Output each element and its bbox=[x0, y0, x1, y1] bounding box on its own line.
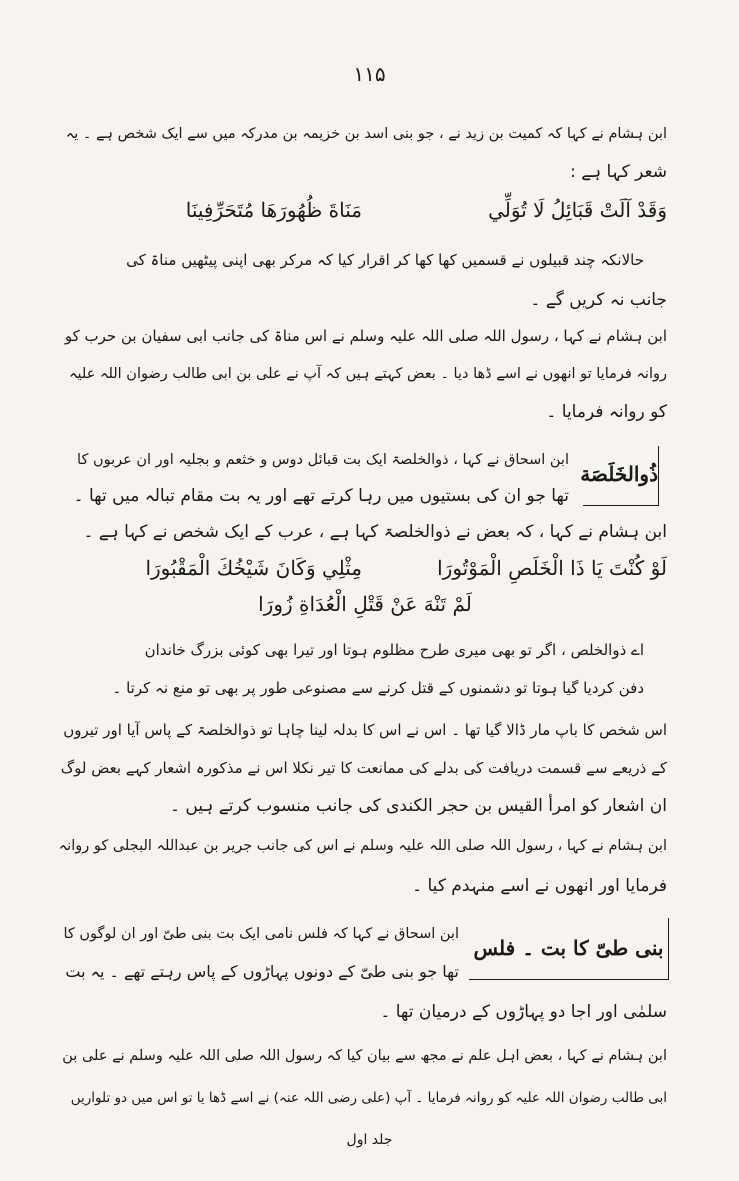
page-number: ۱۱۵ bbox=[353, 62, 386, 86]
text-line: روانہ فرمایا تو انھوں نے اسے ڈھا دیا ۔ بعض کہتے ہیں کہ آپ نے علی بن ابی طالب رضوان اللہ علیہ bbox=[69, 366, 667, 382]
verse-left: مَنَاةَ ظُهُورَهَا مُتَحَرِّفِينَا bbox=[185, 198, 362, 222]
text-line: تھا جو بنی طیّ کے دونوں پہاڑوں کے پاس رہتے تھے ۔ یہ بت bbox=[65, 962, 459, 981]
text-line: شعر کہا ہے : bbox=[570, 162, 667, 182]
text-line: ابن ہشام نے کہا ، کہ بعض نے ذوالخلصۃ کہا ہے ، عرب کے ایک شخص نے کہا ہے ۔ bbox=[83, 522, 667, 542]
side-heading-dhul-khalasa: ذُوالخَلَصَة bbox=[583, 446, 659, 506]
side-heading-bani-tay-idol: بنی طیّ کا بت ۔ فلس bbox=[469, 918, 669, 980]
text-line: ابن ہشام نے کہا ، رسول اللہ صلی اللہ علیہ وسلم نے اس مناۃ کی جانب ابی سفیان بن حرب کو bbox=[64, 327, 667, 345]
text-line: کے ذریعے سے قسمت دریافت کی بدلے کی ممانعت کا تیر نکلا اس نے مذکورہ اشعار کہے بعض لوگ bbox=[60, 759, 667, 777]
text-line: ان اشعار کو امرأ القیس بن حجر الکندی کی جانب منسوب کرتے ہیں ۔ bbox=[169, 796, 667, 816]
text-line: ابن ہشام نے کہا کہ کمیت بن زید نے ، جو بنی اسد بن خزیمہ بن مدرکہ میں سے ایک شخص ہے ۔ یہ bbox=[65, 126, 667, 142]
text-line: ابن اسحاق نے کہا ، ذوالخلصۃ ایک بت قبائل دوس و خثعم و بجلیہ اور ان عربوں کا bbox=[77, 452, 569, 468]
text-line: تھا جو ان کی بستیوں میں رہا کرتے تھے اور یہ بت مقام تبالہ میں تھا ۔ bbox=[73, 486, 569, 506]
text-line: ابن ہشام نے کہا ، رسول اللہ صلی اللہ علیہ وسلم نے اس کی جانب جریر بن عبداللہ البجلی کو روانہ bbox=[58, 838, 667, 854]
text-line: حالانکہ چند قبیلوں نے قسمیں کھا کھا کر اقرار کیا کہ مرکر بھی اپنی پیٹھیں مناۃ کی bbox=[126, 251, 644, 269]
text-line: دفن کردیا گیا ہوتا تو دشمنوں کے قتل کرنے سے مصنوعی طور پر بھی تو منع نہ کرتا ۔ bbox=[112, 679, 644, 697]
text-line: جانب نہ کریں گے ۔ bbox=[530, 290, 667, 310]
text-line: فرمایا اور انھوں نے اسے منہدم کیا ۔ bbox=[412, 876, 667, 896]
verse-left: مِثْلِي وَكَانَ شَيْخُكَ الْمَقْبُورَا bbox=[145, 556, 362, 580]
verse-center: لَمْ تَنْهَ عَنْ قَتْلِ الْعُدَاةِ زُورَا bbox=[258, 592, 472, 616]
text-line: ابن اسحاق نے کہا کہ فلس نامی ایک بت بنی طیّ اور ان لوگوں کا bbox=[63, 926, 459, 942]
text-line: اے ذوالخلص ، اگر تو بھی میری طرح مظلوم ہوتا اور تیرا بھی کوئی بزرگ خاندان bbox=[144, 641, 644, 659]
text-line: ابی طالب رضوان اللہ علیہ کو روانہ فرمایا ۔ آپ (علی رضی اللہ عنہ) نے اسے ڈھا یا تو اس میں دو تلواریں bbox=[70, 1090, 667, 1106]
text-line: اس شخص کا باپ مار ڈالا گیا تھا ۔ اس نے اس کا بدلہ لینا چاہا تو ذوالخلصۃ کے پاس آیا اور تیروں bbox=[63, 721, 667, 739]
verse-right: لَوْ كُنْتَ يَا ذَا الْخَلَصِ الْمَوْتُورَا bbox=[437, 556, 667, 580]
text-line: سلمٰی اور اجا دو پہاڑوں کے درمیان تھا ۔ bbox=[380, 1002, 667, 1022]
verse-right: وَقَدْ آلَتْ قَبَائِلُ لَا تُوَلِّي bbox=[488, 198, 667, 222]
text-line: کو روانہ فرمایا ۔ bbox=[546, 402, 667, 422]
text-line: ابن ہشام نے کہا ، بعض اہل علم نے مجھ سے بیان کیا کہ رسول اللہ صلی اللہ علیہ وسلم نے علی بن bbox=[62, 1048, 667, 1064]
volume-footer: جلد اول bbox=[346, 1132, 393, 1148]
